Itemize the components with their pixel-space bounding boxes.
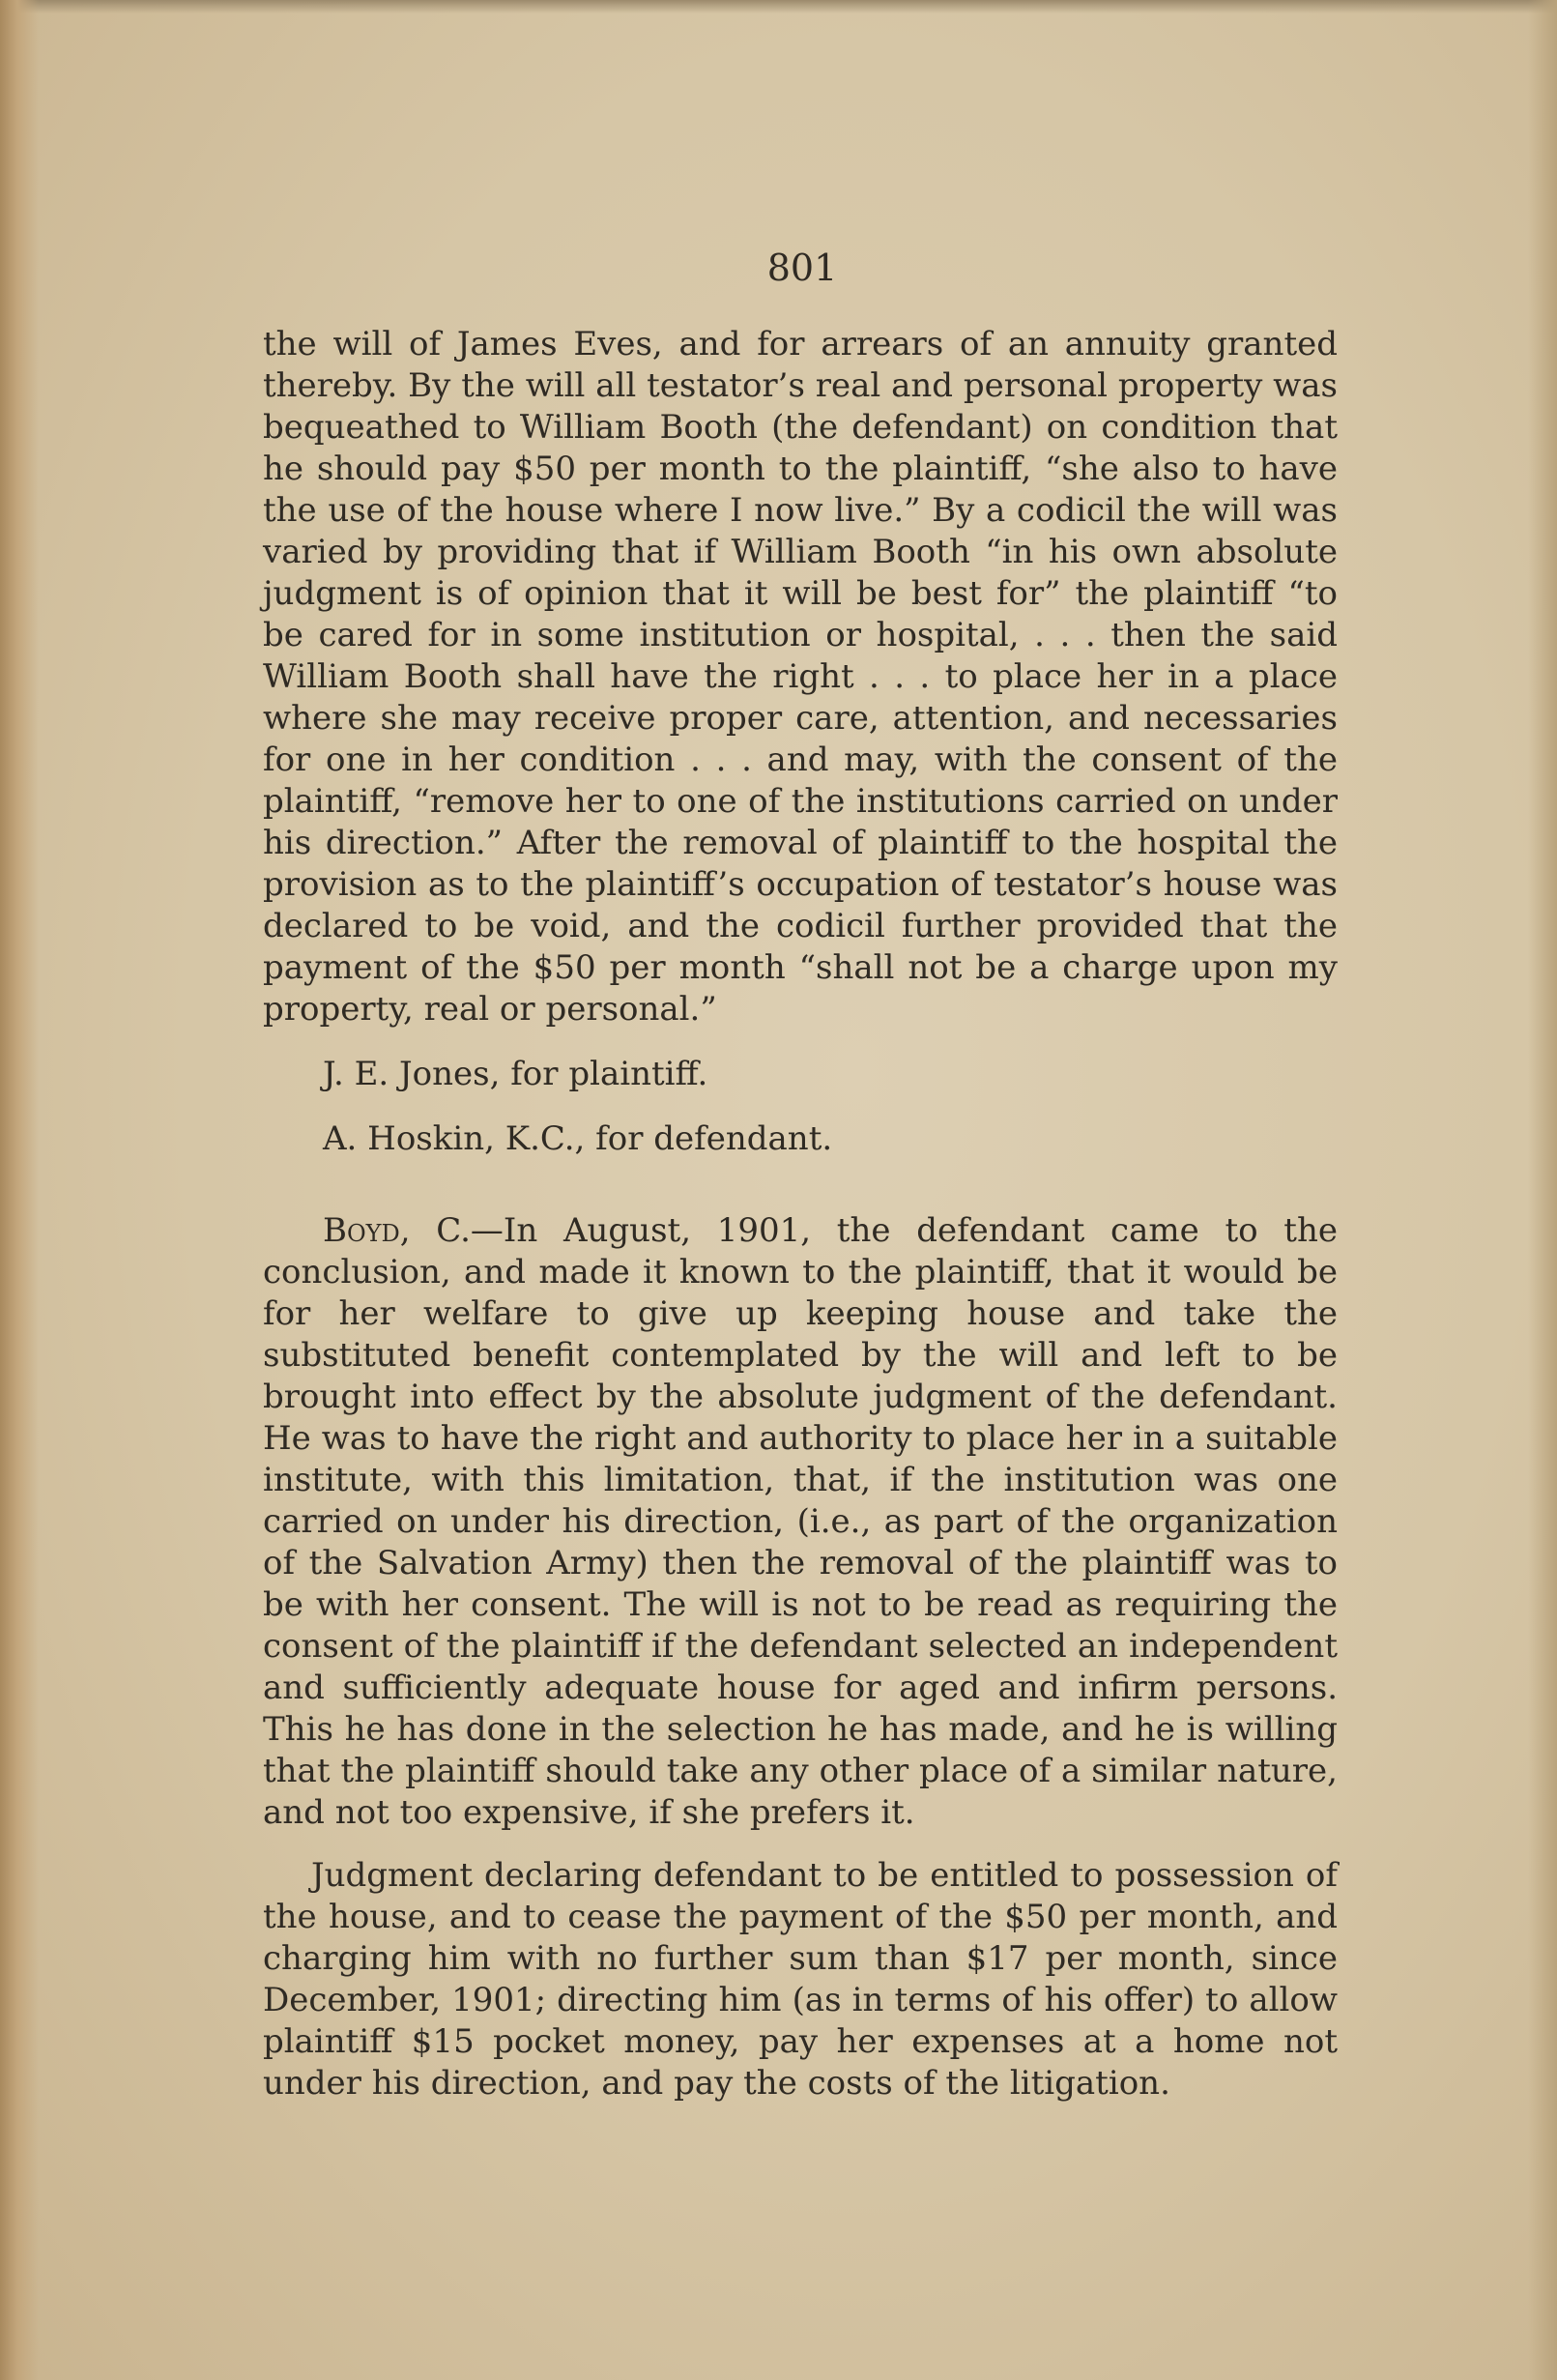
opinion-text: —In August, 1901, the defendant came to the conclusion, and made it known to the plaintiff, that it would be for her welfare to give up keeping house and take the substituted benefit contemplated by the will and left to be brought into effect by the absolute judgment of the defendant. He was to have the right and authority to place her in a suitable institute, with this limitation, that, if the institution was one carried on under his direction, (i.e., as part of the organization of the Salvation Army) then the removal of the plaintiff was to be with her consent. The will is not to be read as requiring the consent of the plaintiff if the defendant selected an independent and sufficiently adequate house for aged and infirm persons. This he has done in the selection he has made, and he is willing that the plaintiff should take any other place of a similar nature, and not too expensive, if she prefers it. [263,1211,1338,1832]
judgment-paragraph: Judgment declaring defendant to be entitled to possession of the house, and to cease the payment of the $50 per month, and charging him with no further sum than $17 per month, since December, 1901; directing him (as in terms of his offer) to allow plaintiff $15 pocket money, pay her expenses at a home not under his direction, and pay the costs of the litigation. [263,1856,1338,2103]
page-top-shadow [0,0,1557,14]
page-edge-shadow [1528,0,1557,2380]
opinion-paragraph [263,1210,1338,1834]
case-summary-paragraph: the will of James Eves, and for arrears of an annuity granted thereby. By the will all testator’s real and personal property was bequeathed to William Booth (the defendant) on condition that he should pay $50 per month to the plaintiff, “she also to have the use of the house where I now live.” By a codicil the will was varied by providing that if William Booth “in his own absolute judgment is of opinion that it will be best for” the plaintiff “to be cared for in some institution or hospital, . . . then the said William Booth shall have the right . . . to place her in a place where she may receive proper care, attention, and necessaries for one in her condition . . . and may, with the consent of the plaintiff, “remove her to one of the institutions carried on under his direction.” After the removal of plaintiff to the hospital the provision as to the plaintiff’s occupation of testator’s house was declared to be void, and the codicil further provided that the payment of the $50 per month “shall not be a charge upon my property, real or personal.” [263,325,1338,1029]
judge-name: Boyd, C. [323,1211,471,1250]
page-number: 801 [766,247,838,289]
counsel-defendant: A. Hoskin, K.C., for defendant. [323,1119,833,1158]
body-text [263,324,1338,2104]
counsel-plaintiff: J. E. Jones, for plaintiff. [323,1055,708,1093]
page-gutter-shadow [0,0,39,2380]
